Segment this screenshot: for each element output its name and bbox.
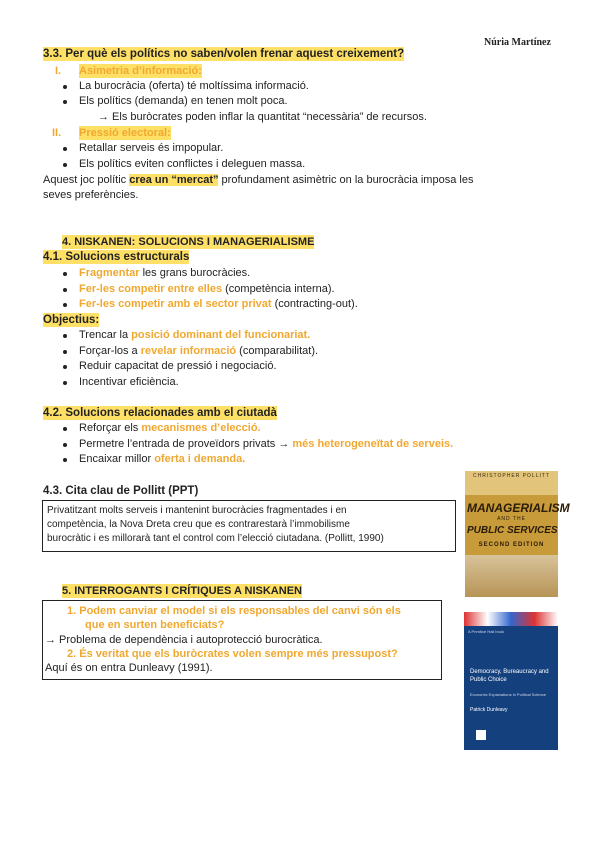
- book-title-line: MANAGERIALISM: [467, 501, 570, 515]
- bullet-icon: [63, 303, 67, 307]
- item-i-title: Asimetria d’informació:: [79, 65, 202, 77]
- section-4-1-heading: 4.1. Solucions estructurals: [43, 251, 190, 263]
- book-cover-managerialism: [465, 471, 570, 597]
- book-author: Patrick Dunleavy: [470, 707, 508, 713]
- questions-box: [42, 600, 442, 680]
- quote-line: burocràtic i es millorarà tant el control com l’elecció ciutadana. (Pollitt, 1990): [47, 533, 384, 544]
- bullet-icon: [63, 272, 67, 276]
- list-item: Encaixar millor oferta i demanda.: [79, 453, 246, 465]
- answer-line: → Problema de dependència i autoprotecció burocràtica.: [45, 634, 323, 646]
- section-4-2-heading: 4.2. Solucions relacionades amb el ciutadà: [43, 407, 277, 419]
- book-edition: SECOND EDITION: [478, 542, 545, 548]
- paragraph-line: Aquest joc polític crea un “mercat” profundament asimètric on la burocràcia imposa les: [43, 174, 474, 186]
- book-title: Democracy, Bureaucracy and Public Choice: [470, 669, 549, 683]
- list-item: La burocràcia (oferta) té moltíssima informació.: [79, 80, 309, 92]
- bullet-icon: [63, 381, 67, 385]
- book-title-line: PUBLIC SERVICES: [467, 525, 558, 536]
- bullet-icon: [63, 365, 67, 369]
- question-line: 2. És veritat que els buròcrates volen sempre més pressupost?: [67, 648, 398, 660]
- bullet-icon: [63, 147, 67, 151]
- quote-box: [42, 500, 456, 552]
- list-item: Retallar serveis és impopular.: [79, 142, 224, 154]
- item-ii-title: Pressió electoral:: [79, 127, 171, 139]
- highlight-text: crea un “mercat”: [129, 174, 219, 186]
- book-cover-dunleavy: [464, 612, 558, 750]
- list-item: Fragmentar les grans burocràcies.: [79, 267, 251, 279]
- list-item: Els polítics eviten conflictes i deleguen massa.: [79, 158, 306, 170]
- book-series: A Prentice Hall book: [468, 629, 505, 634]
- bullet-icon: [63, 163, 67, 167]
- bullet-icon: [63, 427, 67, 431]
- list-item: Permetre l’entrada de proveïdors privats → més heterogeneïtat de serveis.: [79, 438, 454, 450]
- section-3-3-heading: 3.3. Per què els polítics no saben/volen frenar aquest creixement?: [43, 48, 405, 60]
- bullet-icon: [63, 458, 67, 462]
- section-5-heading: 5. INTERROGANTS I CRÍTIQUES A NISKANEN: [62, 585, 302, 597]
- objectius-heading: Objectius:: [43, 314, 100, 326]
- bullet-icon: [63, 350, 67, 354]
- list-item: Fer-les competir amb el sector privat (contracting-out).: [79, 298, 358, 310]
- item-ii-number: II.: [52, 127, 62, 139]
- list-item: Fer-les competir entre elles (competència interna).: [79, 283, 335, 295]
- bullet-icon: [63, 288, 67, 292]
- quote-line: competència, la Nova Dreta creu que es contrarestarà l’immobilisme: [47, 519, 350, 530]
- question-line: que en surten beneficiats?: [85, 619, 225, 631]
- publisher-logo-icon: [476, 730, 486, 740]
- bullet-icon: [63, 85, 67, 89]
- list-item: Trencar la posició dominant del funcionariat.: [79, 329, 311, 341]
- bullet-icon: [63, 100, 67, 104]
- bullet-icon: [63, 334, 67, 338]
- list-item: Reforçar els mecanismes d’elecció.: [79, 422, 261, 434]
- sub-list-item: → Els buròcrates poden inflar la quantitat “necessària” de recursos.: [98, 111, 427, 123]
- question-line: 1. Podem canviar el model si els responsables del canvi són els: [67, 605, 401, 617]
- bullet-icon: [63, 443, 67, 447]
- book-author: CHRISTOPHER POLLITT: [473, 473, 550, 479]
- list-item: Forçar-los a revelar informació (comparabilitat).: [79, 345, 319, 357]
- paragraph-line: seves preferències.: [43, 189, 139, 201]
- author-name: Núria Martínez: [484, 37, 551, 48]
- answer-line: Aquí és on entra Dunleavy (1991).: [45, 662, 213, 674]
- quote-line: Privatitzant molts serveis i mantenint burocràcies fragmentades i en: [47, 505, 347, 516]
- book-title-connector: AND THE: [497, 516, 526, 522]
- list-item: Incentivar eficiència.: [79, 376, 179, 388]
- section-4-3-heading: 4.3. Cita clau de Pollitt (PPT): [43, 485, 199, 497]
- section-4-heading: 4. NISKANEN: SOLUCIONS I MANAGERIALISME: [62, 236, 315, 248]
- book-subtitle: Economic Explanations in Political Science: [470, 692, 547, 697]
- list-item: Reduir capacitat de pressió i negociació.: [79, 360, 277, 372]
- list-item: Els polítics (demanda) en tenen molt poca.: [79, 95, 288, 107]
- item-i-number: I.: [55, 65, 62, 77]
